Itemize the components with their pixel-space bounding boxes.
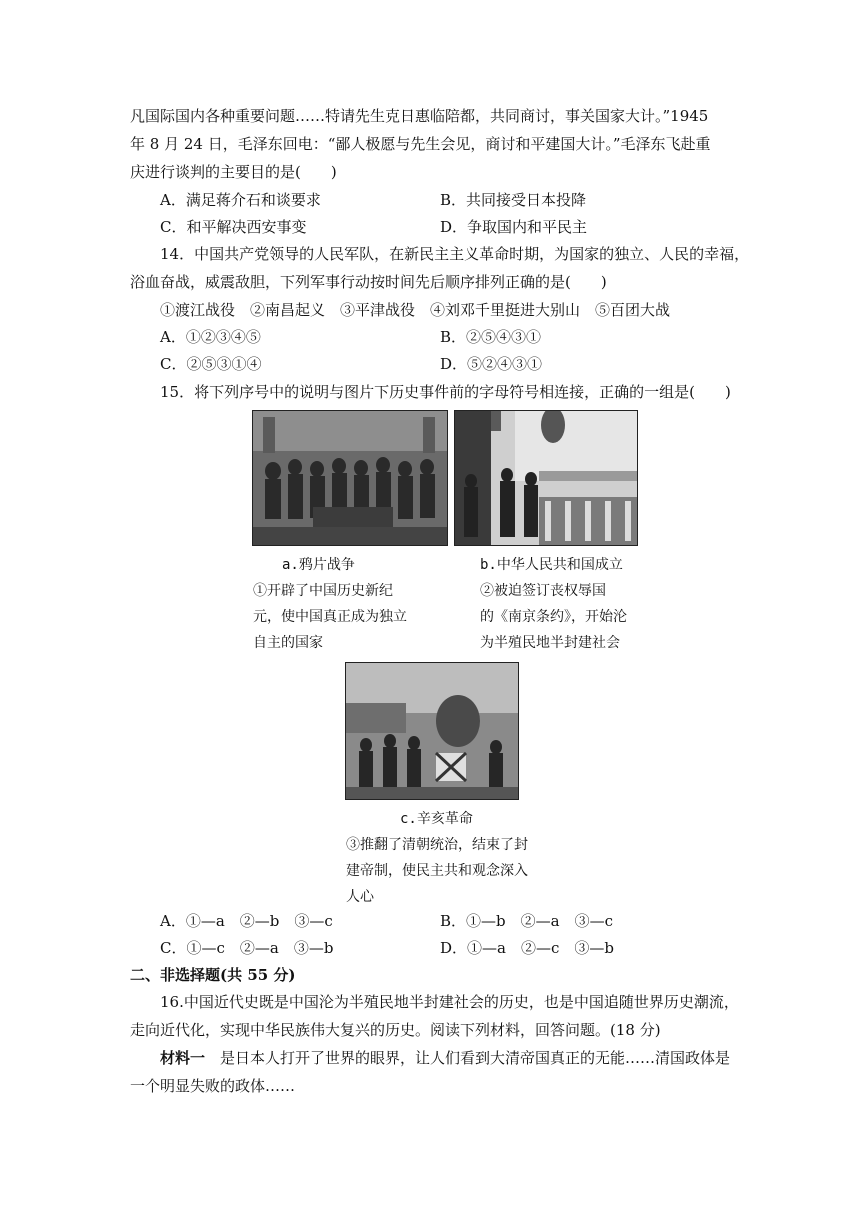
q13-option-b: B．共同接受日本投降 (440, 191, 587, 209)
q15-stem: 15．将下列序号中的说明与图片下历史事件前的字母符号相连接，正确的一组是( ) (160, 383, 731, 401)
q14-line1: 14．中国共产党领导的人民军队，在新民主主义革命时期，为国家的独立、人民的幸福， (160, 245, 750, 263)
q16-line1: 16.中国近代史既是中国沦为半殖民地半封建社会的历史，也是中国追随世界历史潮流， (160, 993, 739, 1011)
q14-items: ①渡江战役 ②南昌起义 ③平津战役 ④刘邓千里挺进大别山 ⑤百团大战 (160, 301, 671, 319)
q13-line2: 年 8 月 24 日，毛泽东回电：“鄙人极愿与先生会见，商讨和平建国大计。”毛泽东飞赴重 (130, 135, 711, 153)
q14-option-a: A．①②③④⑤ (160, 328, 261, 346)
caption-b: b.中华人民共和国成立 (480, 557, 623, 573)
desc1-line1: ①开辟了中国历史新纪 (253, 583, 393, 599)
q15-option-b: B．①—b ②—a ③—c (440, 912, 613, 930)
photo-prc-founding (454, 410, 638, 546)
q16-material-line1 (160, 1048, 730, 1068)
q13-option-d: D．争取国内和平民主 (440, 218, 588, 236)
desc2-line3: 为半殖民地半封建社会 (480, 635, 620, 651)
desc2-line2: 的《南京条约》，开始沦 (480, 609, 627, 625)
photo-opium-war-image (253, 411, 447, 545)
q15-option-a: A．①—a ②—b ③—c (160, 912, 333, 930)
caption-a: a.鸦片战争 (282, 557, 355, 573)
caption-c: c.辛亥革命 (400, 811, 473, 827)
desc2-line1: ②被迫签订丧权辱国 (480, 583, 606, 599)
section2-heading: 二、非选择题(共 55 分) (130, 966, 296, 984)
q14-option-c: C．②⑤③①④ (160, 355, 262, 373)
q16-material-line2: 一个明显失败的政体…… (130, 1077, 296, 1095)
desc3-line1: ③推翻了清朝统治，结束了封 (346, 837, 528, 853)
desc3-line3: 人心 (346, 889, 374, 905)
desc1-line2: 元，使中国真正成为独立 (253, 609, 407, 625)
q14-option-b: B．②⑤④③① (440, 328, 542, 346)
desc3-line2: 建帝制，使民主共和观念深入 (346, 863, 528, 879)
q15-option-d: D．①—a ②—c ③—b (440, 939, 614, 957)
q13-option-a: A．满足蒋介石和谈要求 (160, 191, 321, 209)
photo-xinhai-revolution-image (346, 663, 518, 799)
q13-option-c: C．和平解决西安事变 (160, 218, 307, 236)
q13-line1: 凡国际国内各种重要问题……特请先生克日惠临陪都，共同商讨，事关国家大计。”1945 (130, 107, 709, 125)
q13-line3: 庆进行谈判的主要目的是( ) (130, 163, 337, 181)
desc1-line3: 自主的国家 (253, 635, 323, 651)
photo-prc-founding-image (455, 411, 637, 545)
photo-opium-war (252, 410, 448, 546)
q15-option-c: C．①—c ②—a ③—b (160, 939, 334, 957)
photo-xinhai-revolution (345, 662, 519, 800)
q16-line2: 走向近代化，实现中华民族伟大复兴的历史。阅读下列材料，回答问题。(18 分) (130, 1021, 661, 1039)
q16-material-text1: 是日本人打开了世界的眼界，让人们看到大清帝国真正的无能……清国政体是 (205, 1049, 731, 1067)
q14-line2: 浴血奋战，威震敌胆，下列军事行动按时间先后顺序排列正确的是( ) (130, 273, 607, 291)
q16-material-label: 材料一 (160, 1049, 206, 1067)
q14-option-d: D．⑤②④③① (440, 355, 543, 373)
